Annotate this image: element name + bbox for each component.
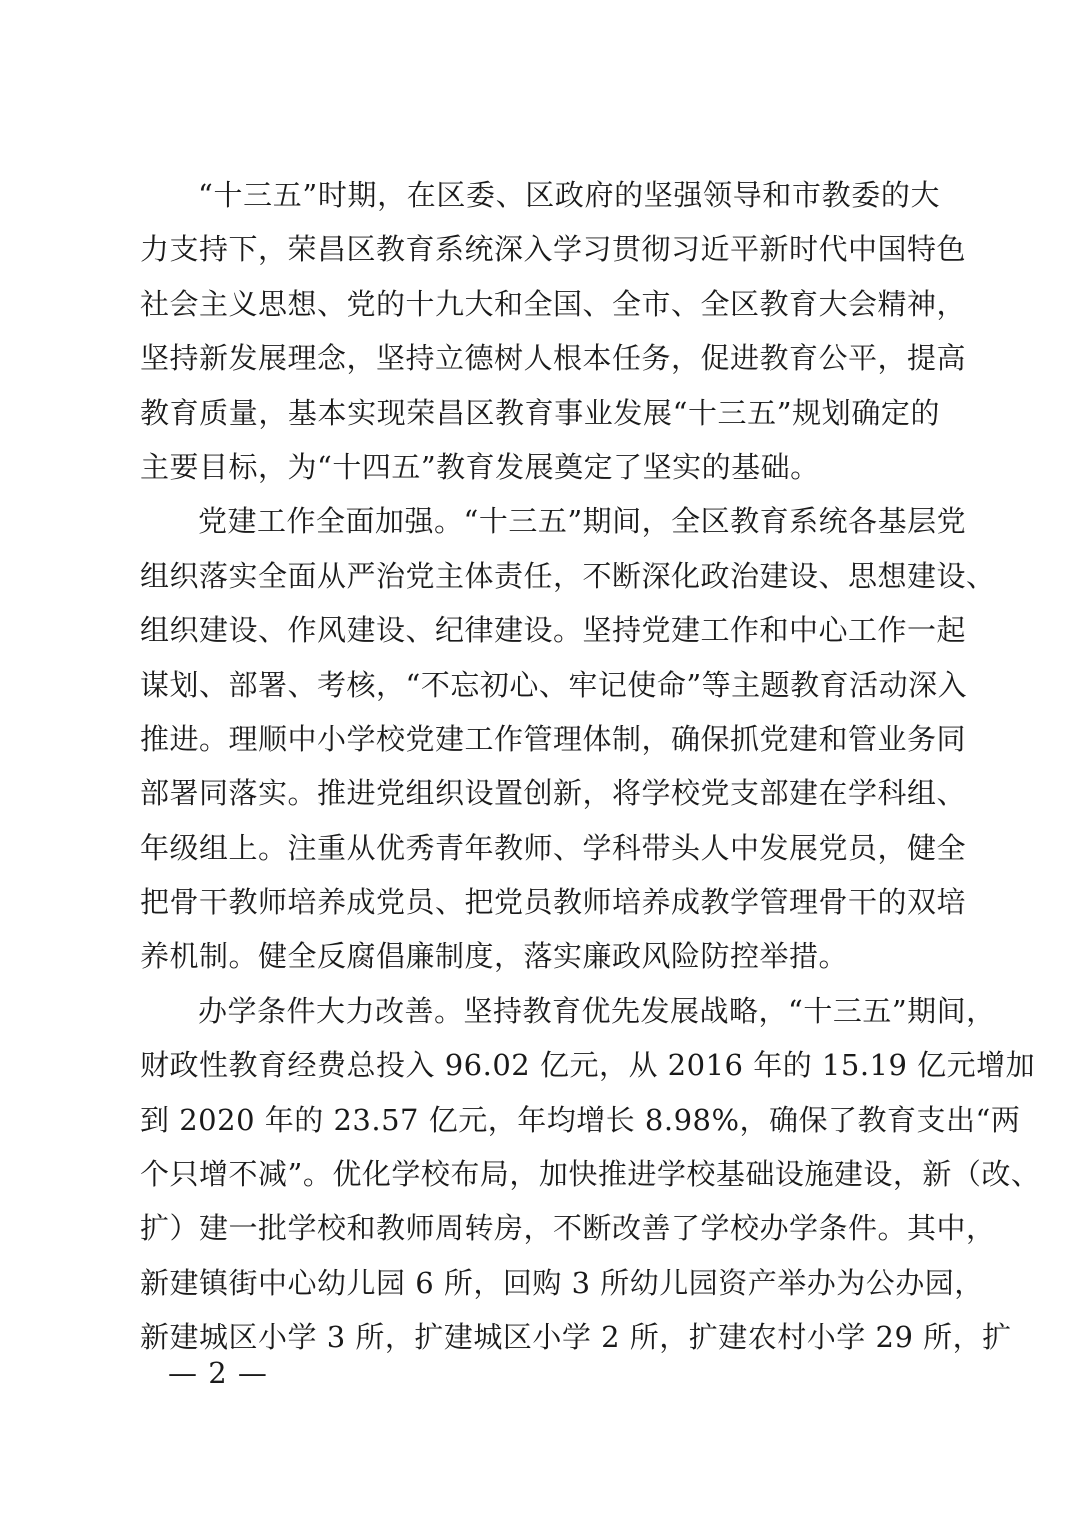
text-line: 社会主义思想、党的十九大和全国、全市、全区教育大会精神， [140, 286, 967, 321]
text-line: 部署同落实。推进党组织设置创新，将学校党支部建在学科组、 [140, 776, 967, 811]
page-number: — 2 — [168, 1356, 268, 1390]
text-line: 个只增不减”。优化学校布局，加快推进学校基础设施建设，新（改、 [140, 1157, 1041, 1192]
text-line: 办学条件大力改善。坚持教育优先发展战略，“十三五”期间， [198, 993, 996, 1028]
text-line: 主要目标，为“十四五”教育发展奠定了坚实的基础。 [140, 449, 820, 484]
text-line: 到 2020 年的 23.57 亿元，年均增长 8.98%，确保了教育支出“两 [140, 1102, 1021, 1137]
text-line: 推进。理顺中小学校党建工作管理体制，确保抓党建和管业务同 [140, 721, 967, 756]
paragraph-intro [140, 168, 967, 494]
text-line: 养机制。健全反腐倡廉制度，落实廉政风险防控举措。 [140, 939, 849, 974]
text-line: 扩）建一批学校和教师周转房，不断改善了学校办学条件。其中， [140, 1211, 996, 1246]
text-line: “十三五”时期，在区委、区政府的坚强领导和市教委的大 [198, 178, 940, 212]
text-line: 组织落实全面从严治党主体责任，不断深化政治建设、思想建设、 [140, 558, 996, 593]
text-line: 教育质量，基本实现荣昌区教育事业发展“十三五”规划确定的 [140, 395, 940, 430]
text-line: 党建工作全面加强。“十三五”期间，全区教育系统各基层党 [198, 504, 967, 539]
text-line: 把骨干教师培养成党员、把党员教师培养成教学管理骨干的双培 [140, 885, 967, 920]
text-line: 年级组上。注重从优秀青年教师、学科带头人中发展党员，健全 [140, 830, 967, 865]
text-line: 力支持下，荣昌区教育系统深入学习贯彻习近平新时代中国特色 [140, 232, 967, 267]
document-body [140, 168, 1041, 1365]
text-line: 新建镇街中心幼儿园 6 所，回购 3 所幼儿园资产举办为公办园， [140, 1265, 984, 1300]
paragraph-party-building [140, 494, 996, 984]
text-line: 组织建设、作风建设、纪律建设。坚持党建工作和中心工作一起 [140, 613, 967, 648]
text-line: 谋划、部署、考核，“不忘初心、牢记使命”等主题教育活动深入 [140, 667, 968, 702]
text-line: 坚持新发展理念，坚持立德树人根本任务，促进教育公平，提高 [140, 341, 967, 376]
paragraph-school-conditions [140, 984, 1041, 1365]
text-line: 新建城区小学 3 所，扩建城区小学 2 所，扩建农村小学 29 所，扩 [140, 1320, 1012, 1355]
text-line: 财政性教育经费总投入 96.02 亿元，从 2016 年的 15.19 亿元增加 [140, 1048, 1036, 1083]
